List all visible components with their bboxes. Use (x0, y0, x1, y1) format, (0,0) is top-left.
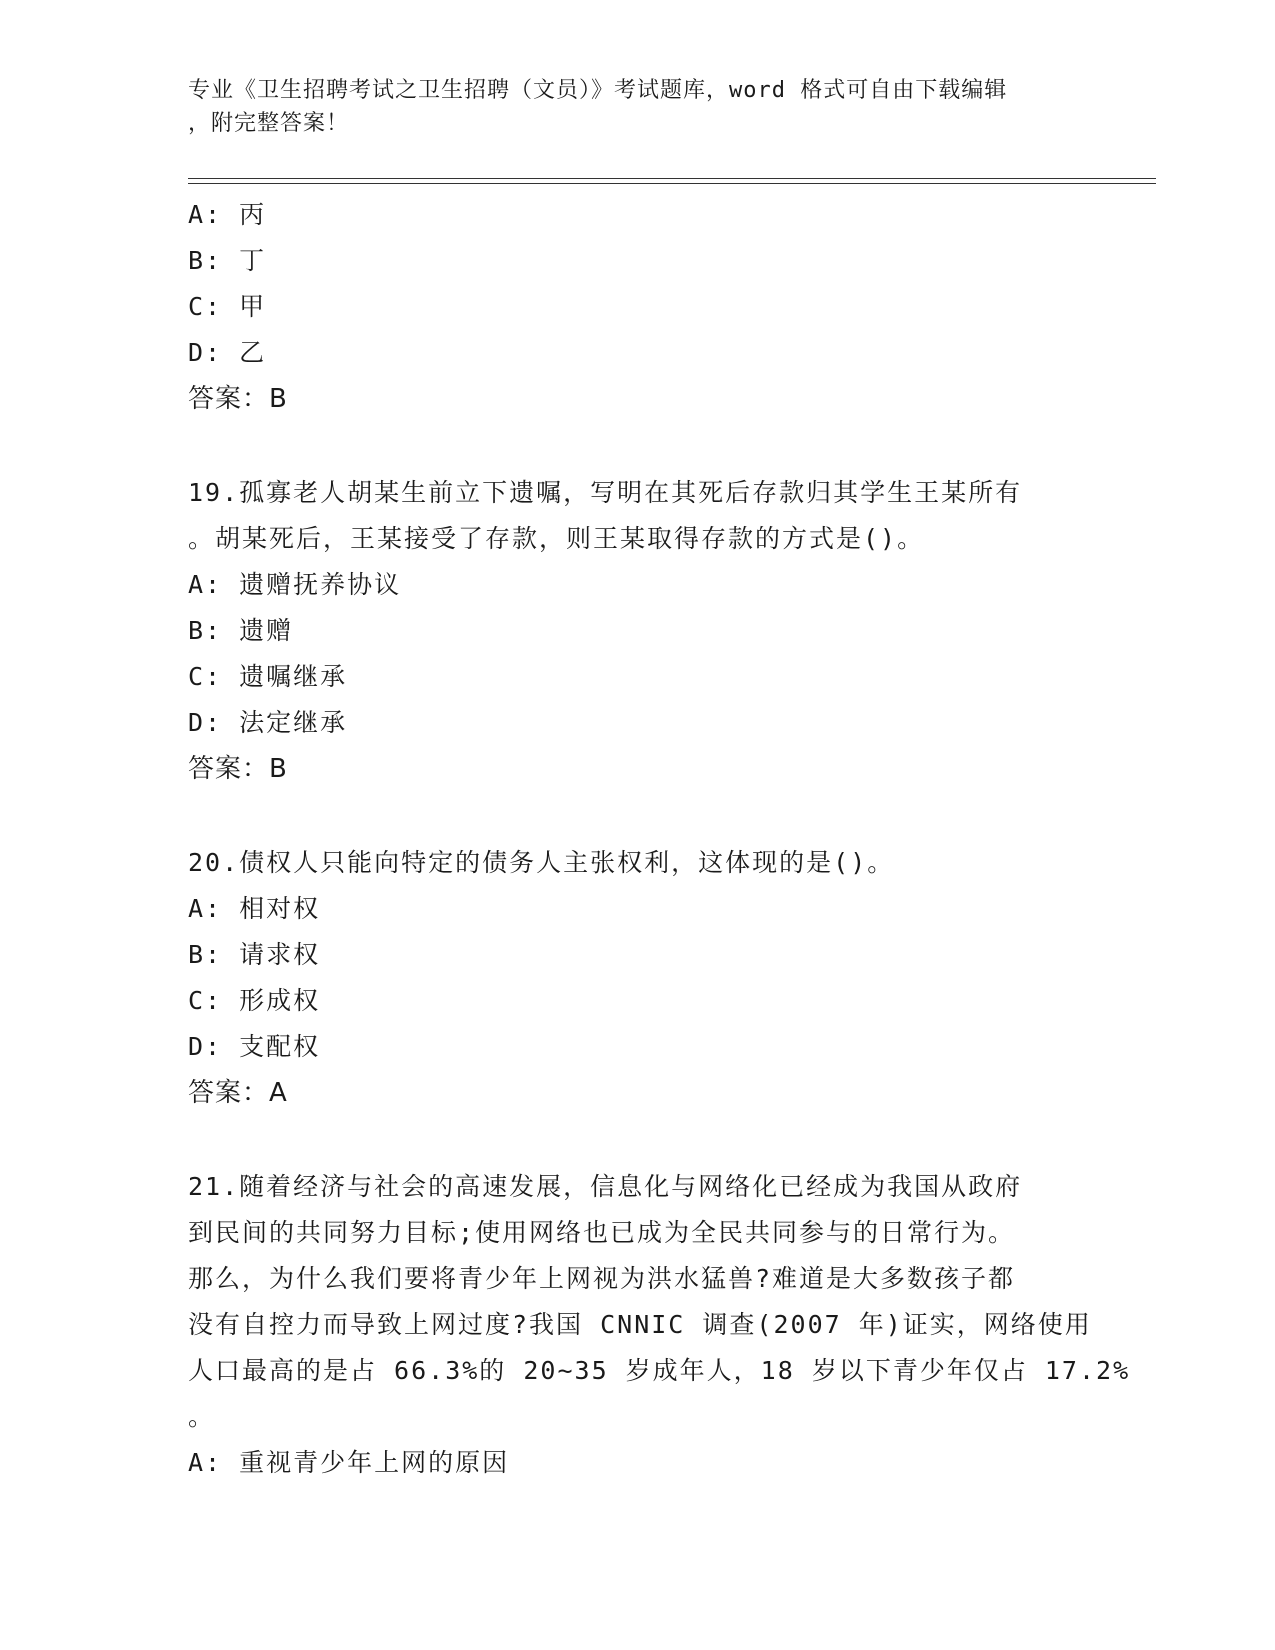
question-stem-line: 到民间的共同努力目标;使用网络也已成为全民共同参与的日常行为。 (188, 1218, 1016, 1247)
header-line-1: 专业《卫生招聘考试之卫生招聘（文员）》考试题库，word 格式可自由下载编辑 (188, 78, 1008, 103)
option-c: C: 甲 (188, 292, 267, 321)
option-c: C: 遗嘱继承 (188, 662, 348, 691)
option-a: A: 相对权 (188, 894, 321, 923)
header-line-2: ，附完整答案！ (188, 111, 350, 136)
question-stem-line: 那么，为什么我们要将青少年上网视为洪水猛兽?难道是大多数孩子都 (188, 1264, 1016, 1293)
answer: 答案：B (188, 384, 288, 414)
option-a: A: 丙 (188, 200, 267, 229)
option-b: B: 请求权 (188, 940, 321, 969)
question-stem-line: 没有自控力而导致上网过度?我国 CNNIC 调查(2007 年)证实，网络使用 (188, 1310, 1092, 1339)
question-stem-line: 人口最高的是占 66.3%的 20~35 岁成年人，18 岁以下青少年仅占 17.2% (188, 1356, 1131, 1385)
option-a: A: 遗赠抚养协议 (188, 570, 402, 599)
document-header (188, 74, 1088, 140)
answer: 答案：B (188, 754, 288, 784)
option-c: C: 形成权 (188, 986, 321, 1015)
option-b: B: 遗赠 (188, 616, 294, 645)
answer: 答案：A (188, 1078, 288, 1108)
header-divider-top (188, 178, 1156, 179)
option-d: D: 乙 (188, 338, 267, 367)
question-21 (188, 1164, 1131, 1486)
question-19 (188, 470, 1088, 792)
question-list (188, 192, 1131, 1486)
option-d: D: 法定继承 (188, 708, 348, 737)
question-stem-line: 20.债权人只能向特定的债务人主张权利，这体现的是()。 (188, 848, 895, 877)
question-stem-line: 。 (188, 1402, 216, 1431)
question-stem-line: 。胡某死后，王某接受了存款，则王某取得存款的方式是()。 (188, 524, 925, 553)
option-d: D: 支配权 (188, 1032, 321, 1061)
question-stem-line: 19.孤寡老人胡某生前立下遗嘱，写明在其死后存款归其学生王某所有 (188, 478, 1023, 507)
option-b: B: 丁 (188, 246, 267, 275)
option-a: A: 重视青少年上网的原因 (188, 1448, 510, 1477)
question-20 (188, 840, 1088, 1116)
question-stem-line: 21.随着经济与社会的高速发展，信息化与网络化已经成为我国从政府 (188, 1172, 1023, 1201)
header-divider-bottom (188, 183, 1156, 184)
question-18-continued (188, 192, 1088, 422)
